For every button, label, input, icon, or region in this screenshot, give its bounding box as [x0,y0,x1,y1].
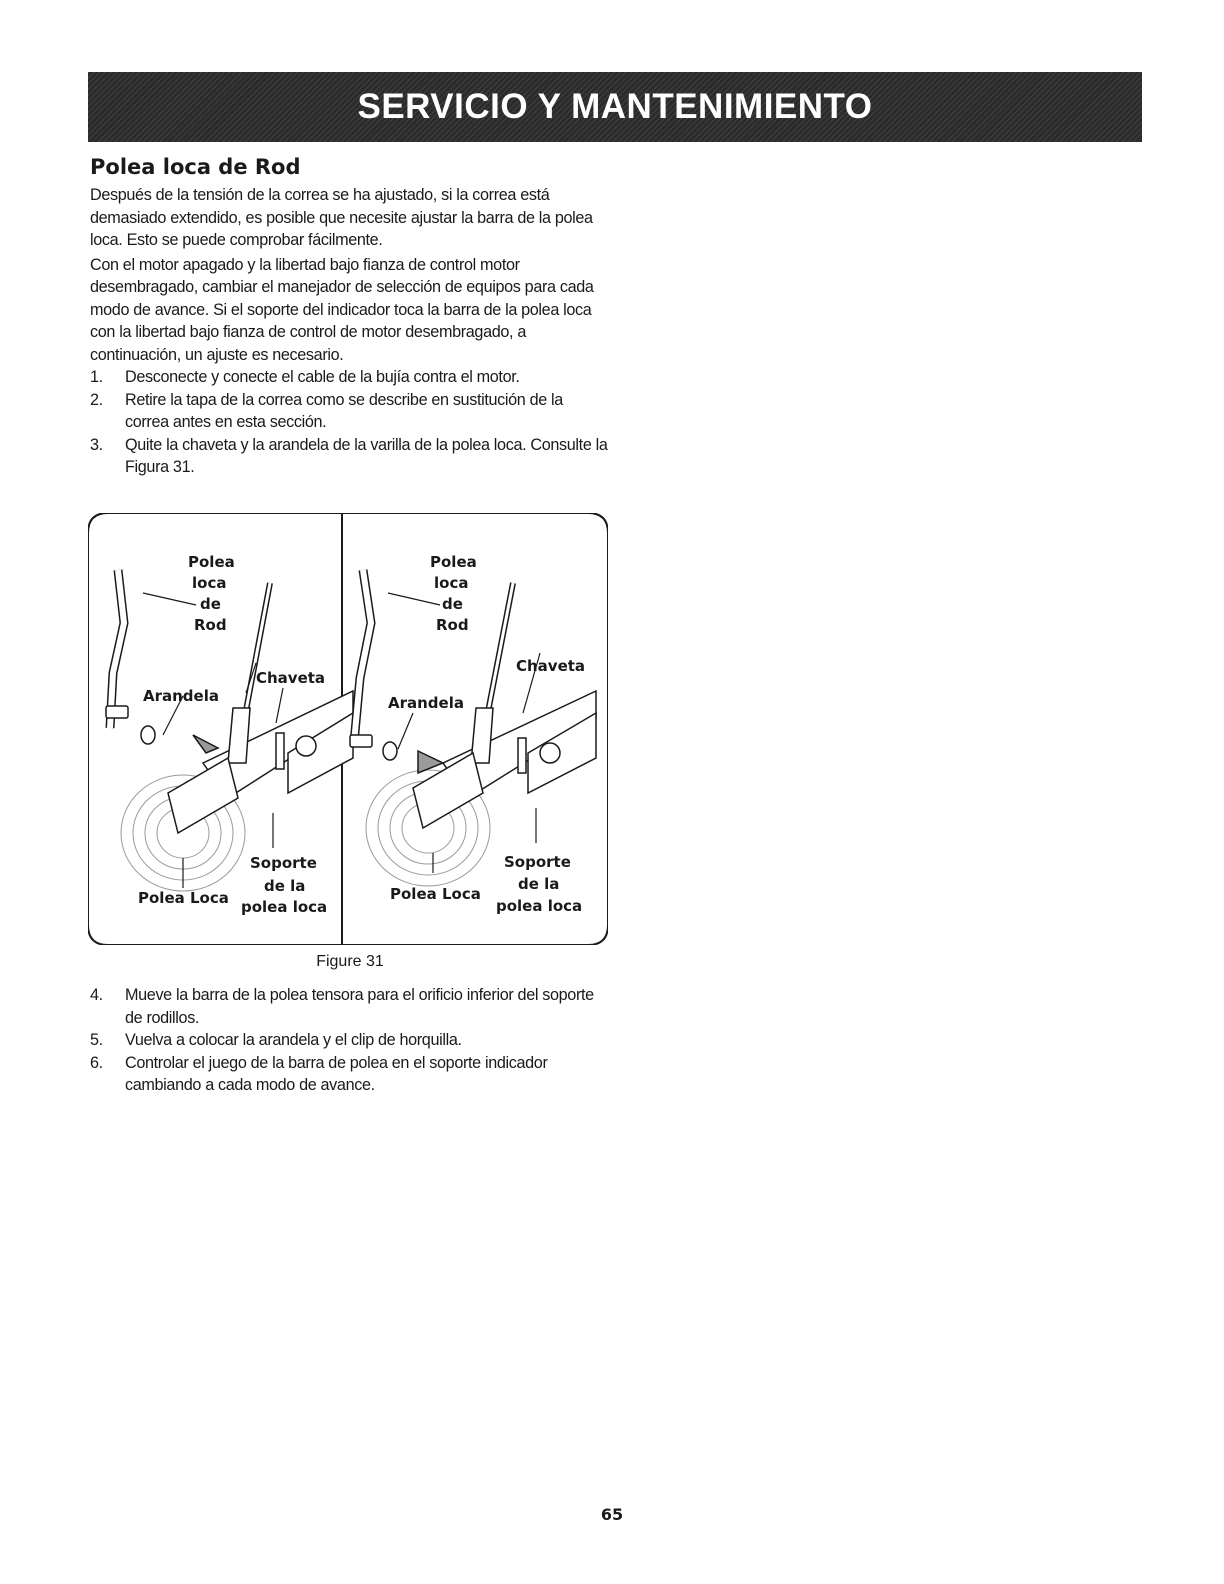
figure-31 [88,513,608,945]
intro-text [90,184,610,479]
left-polea-loca-label: Polea Loca [138,889,229,907]
step-text: Mueve la barra de la polea tensora para el orificio inferior del soporte de rodillos. [125,986,594,1027]
paragraph: Después de la tensión de la correa se ha ajustado, si la correa está demasiado extendido, es posible que necesite ajustar la barra de la polea loca. Esto se puede comprobar fácilmente. [90,186,593,249]
left-panel-drawing [106,570,353,891]
list-item [90,1029,610,1052]
step-number: 2. [90,390,103,409]
steps-list [90,366,610,479]
rod-end [350,735,372,747]
section-title: Polea loca de Rod [90,155,301,179]
banner-title: SERVICIO Y MANTENIMIENTO [357,87,873,126]
right-soporte-label-3: polea loca [496,897,583,915]
up-arrow-indicator [276,733,284,769]
right-rod-label-3: de [442,595,463,613]
step-number: 5. [90,1031,103,1049]
left-chaveta-label: Chaveta [256,669,326,687]
left-arandela-label: Arandela [143,687,219,705]
left-rod-label-4: Rod [194,616,227,634]
right-chaveta-label: Chaveta [516,657,586,675]
list-item [90,1052,610,1097]
step-text: Vuelva a colocar la arandela y el clip de horquilla. [125,1031,462,1049]
list-item [90,434,610,479]
washer-shape [141,726,155,744]
figure-caption: Figure 31 [316,953,384,970]
right-panel-drawing [350,570,596,886]
step-text: Retire la tapa de la correa como se describe en sustitución de la correa antes en esta sección. [125,390,563,431]
left-rod-label-2: loca [192,574,227,592]
step-number: 4. [90,986,103,1004]
right-polea-loca-label: Polea Loca [390,885,481,903]
section-banner [88,72,1142,142]
spring-shape [471,708,493,763]
step-text: Controlar el juego de la barra de polea en el soporte indicador cambiando a cada modo de avance. [125,1053,548,1094]
list-item [90,984,610,1029]
down-arrow-indicator [518,738,526,773]
steps-list [90,984,610,1097]
right-rod-label-1: Polea [430,553,477,571]
left-soporte-label-3: polea loca [241,898,328,916]
step-number: 6. [90,1053,103,1072]
list-item [90,366,610,389]
page-number: 65 [600,1505,624,1524]
spring-shape [228,708,250,763]
step-text: Quite la chaveta y la arandela de la varilla de la polea loca. Consulte la Figura 31. [125,435,608,476]
right-rod-label-4: Rod [436,616,469,634]
washer-shape [383,742,397,760]
step-number: 1. [90,368,103,386]
left-soporte-label-1: Soporte [250,854,317,872]
rod-end [106,706,128,718]
right-arandela-label: Arandela [388,694,464,712]
steps-after [90,984,610,1097]
paragraph: Con el motor apagado y la libertad bajo fianza de control motor desembragado, cambiar el manejador de selección de equipos para cada modo de avance. Si el soporte del indicador toca la barra de la polea loca con la libertad bajo fianza de control de motor desembragado, a continuación, un ajuste es necesario. [90,255,594,364]
nut-shape [540,743,560,763]
pulley-plate [168,758,238,833]
right-rod-label-2: loca [434,574,469,592]
left-soporte-label-2: de la [264,877,306,895]
left-rod-label-1: Polea [188,553,235,571]
list-item [90,389,610,434]
step-number: 3. [90,435,103,454]
left-arrow-indicator [193,735,218,753]
step-text: Desconecte y conecte el cable de la bujía contra el motor. [125,368,520,386]
left-rod-label-3: de [200,595,221,613]
nut-shape [296,736,316,756]
right-soporte-label-2: de la [518,875,560,893]
right-soporte-label-1: Soporte [504,853,571,871]
